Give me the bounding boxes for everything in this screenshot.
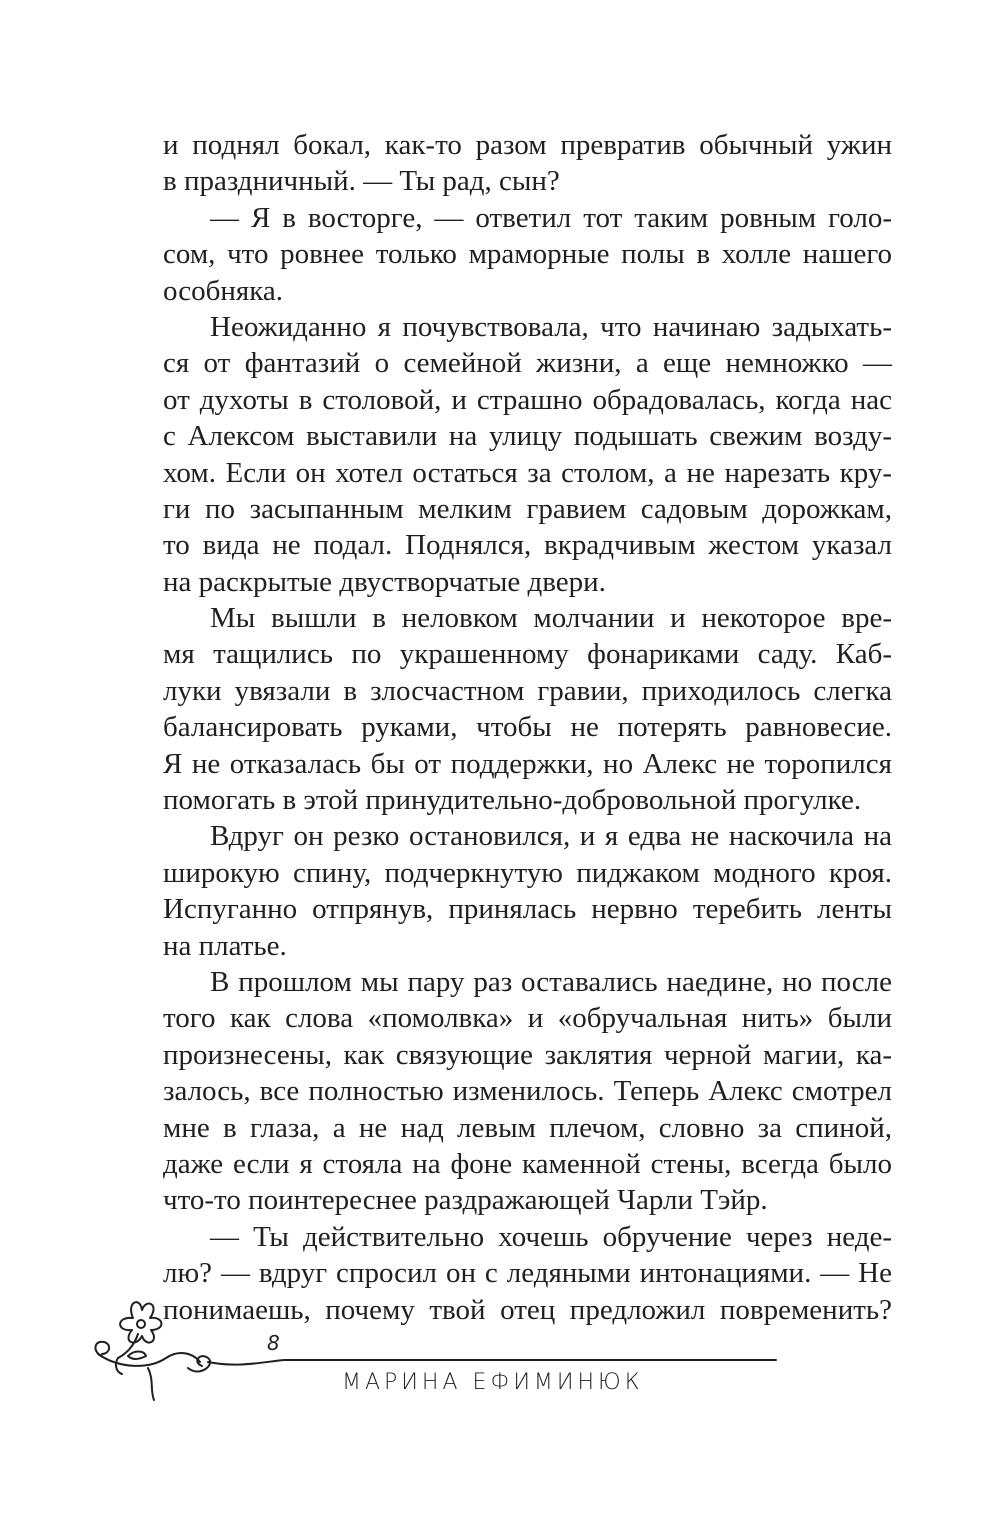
text-line: хом. Если он хотел остаться за столом, а не нарезать кру- [163, 456, 892, 489]
text-line: произнесены, как связующие заклятия черной магии, ка- [163, 1038, 892, 1071]
text-line: с Алексом выставили на улицу подышать свежим возду- [163, 420, 892, 453]
text-line: Я не отказалась бы от поддержки, но Алекс не торопился [163, 747, 892, 780]
text-line: В прошлом мы пару раз оставались наедине, но после [210, 965, 892, 998]
text-line: на раскрытые двустворчатые двери. [163, 565, 606, 598]
author-name: МАРИНА ЕФИМИНЮК [342, 1370, 644, 1395]
text-line: Вдруг он резко остановился, и я едва не наскочила на [210, 820, 892, 853]
text-line: то вида не подал. Поднялся, вкрадчивым жестом указал [163, 529, 892, 562]
text-line: даже если я стояла на фоне каменной стены, всегда было [163, 1147, 892, 1180]
text-line: залось, все полностью изменилось. Теперь Алекс смотрел [163, 1075, 892, 1108]
text-line: Неожиданно я почувствовала, что начинаю задыхать- [210, 310, 892, 343]
text-line: того как слова «помолвка» и «обручальная нить» были [163, 1002, 892, 1035]
text-line: мне в глаза, а не над левым плечом, словно за спиной, [163, 1111, 892, 1144]
text-line: Мы вышли в неловком молчании и некоторое вре- [210, 602, 892, 635]
text-line: Испуганно отпрянув, принялась нервно теребить ленты [163, 893, 892, 926]
text-line: от духоты в столовой, и страшно обрадовалась, когда нас [163, 383, 892, 416]
text-line: лю? — вдруг спросил он с ледяными интонациями. — Не [163, 1257, 892, 1290]
text-line: понимаешь, почему твой отец предложил повременить? [163, 1293, 892, 1326]
text-line: помогать в этой принудительно-добровольной прогулке. [163, 784, 862, 817]
body-text [163, 127, 892, 1328]
text-line: мя тащились по украшенному фонариками саду. Каб- [163, 638, 892, 671]
page-number: 8 [267, 1331, 280, 1355]
text-line: широкую спину, подчеркнутую пиджаком модного кроя. [163, 856, 892, 889]
text-line: — Я в восторге, — ответил тот таким ровным голо- [210, 201, 892, 234]
text-line: в праздничный. — Ты рад, сын? [163, 165, 560, 198]
text-line: ги по засыпанным мелким гравием садовым дорожкам, [163, 492, 892, 525]
text-line: на платье. [163, 929, 287, 962]
text-line: особняка. [163, 274, 283, 307]
text-line: — Ты действительно хочешь обручение через неде- [210, 1220, 892, 1253]
text-line: балансировать руками, чтобы не потерять равновесие. [163, 711, 892, 744]
text-line: луки увязали в злосчастном гравии, приходилось слегка [163, 674, 892, 707]
text-line: и поднял бокал, как-то разом превратив обычный ужин [163, 129, 892, 161]
text-line: ся от фантазий о семейной жизни, а еще немножко — [163, 347, 892, 380]
text-line: сом, что ровнее только мраморные полы в холле нашего [163, 238, 892, 271]
text-line: что-то поинтереснее раздражающей Чарли Тэйр. [163, 1184, 768, 1217]
